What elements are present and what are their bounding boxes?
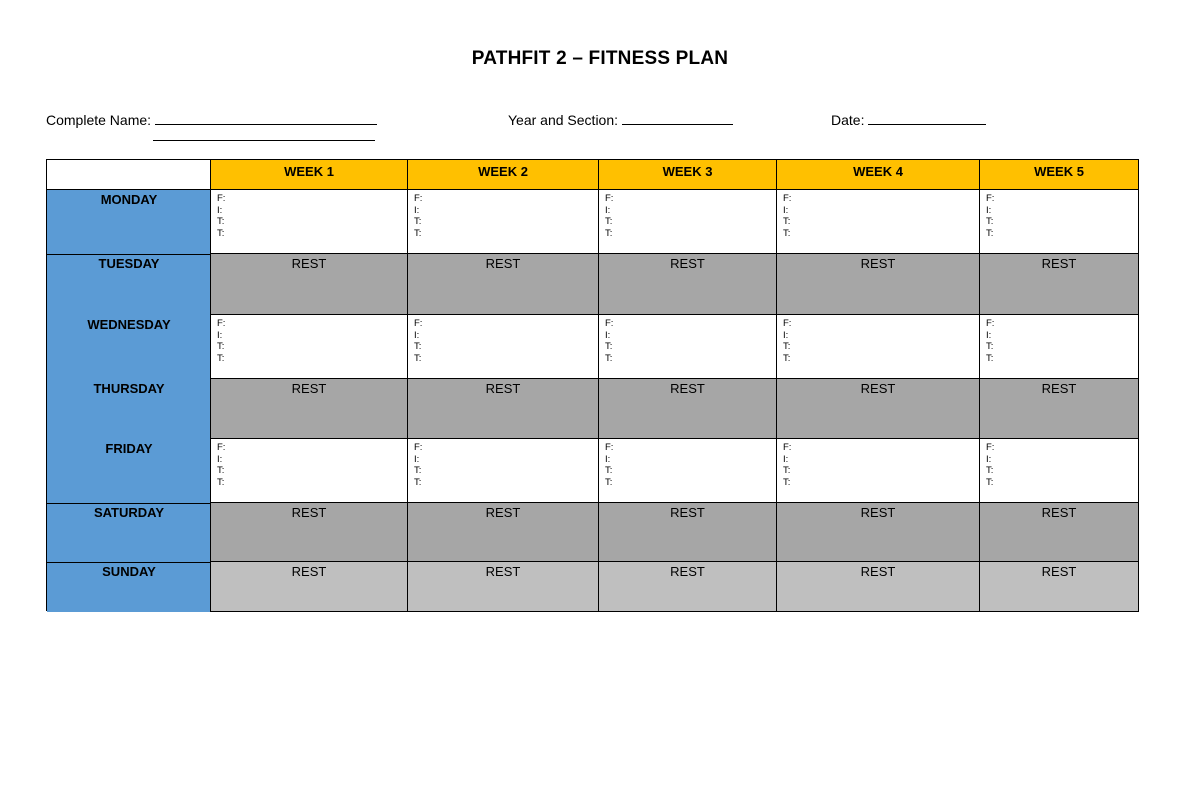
rest-cell-thursday-week-3: REST	[599, 379, 777, 439]
fitt-line-label: T:	[217, 352, 225, 364]
complete-name-field[interactable]	[46, 110, 377, 128]
complete-name-blank[interactable]	[155, 110, 377, 125]
fitt-line-label: T:	[414, 341, 422, 352]
fitt-line-label: I:	[986, 453, 992, 465]
fitt-line-label: T:	[217, 227, 225, 239]
rest-cell-thursday-week-4: REST	[777, 379, 980, 439]
fitt-line-label: F:	[605, 318, 614, 329]
fitt-line-label: F:	[783, 193, 792, 204]
fitt-line-label: T:	[217, 476, 225, 488]
page-title: PATHFIT 2 – FITNESS PLAN	[471, 48, 729, 69]
fitt-line-label: I:	[783, 453, 789, 465]
date-label: Date:	[831, 112, 865, 128]
rest-cell-saturday-week-5: REST	[980, 503, 1139, 562]
activity-cell-monday-week-3[interactable]	[599, 190, 777, 254]
fitt-line-label: T:	[605, 476, 613, 488]
fitt-line-label: I:	[605, 453, 611, 465]
fitt-line-label: T:	[783, 476, 791, 488]
fitt-line-label: T:	[217, 465, 225, 476]
day-separator	[47, 503, 211, 504]
week-header-2: WEEK 2	[408, 160, 599, 190]
activity-cell-friday-week-4[interactable]	[777, 439, 980, 503]
activity-cell-monday-week-1[interactable]	[211, 190, 408, 254]
rest-cell-saturday-week-1: REST	[211, 503, 408, 562]
fitt-line-label: F:	[605, 442, 614, 453]
fitt-line-label: T:	[783, 227, 791, 239]
fitt-line-label: F:	[986, 193, 995, 204]
complete-name-label: Complete Name:	[46, 112, 152, 128]
day-label-thursday: THURSDAY	[93, 381, 165, 396]
fitt-line-label: F:	[217, 193, 226, 204]
day-label-tuesday: TUESDAY	[98, 256, 160, 271]
week-header-3: WEEK 3	[599, 160, 777, 190]
rest-cell-sunday-week-1: REST	[211, 562, 408, 612]
fitness-plan-table	[46, 159, 1139, 611]
activity-cell-monday-week-2[interactable]	[408, 190, 599, 254]
rest-cell-sunday-week-5: REST	[980, 562, 1139, 612]
activity-cell-monday-week-5[interactable]	[980, 190, 1139, 254]
rest-cell-tuesday-week-4: REST	[777, 254, 980, 315]
fitt-line-label: T:	[414, 352, 422, 364]
fitt-line-label: I:	[217, 453, 223, 465]
fitt-line-label: T:	[986, 341, 994, 352]
activity-cell-friday-week-5[interactable]	[980, 439, 1139, 503]
fitt-line-label: F:	[986, 442, 995, 453]
fitt-line-label: I:	[605, 204, 611, 216]
fitt-line-label: I:	[986, 204, 992, 216]
activity-cell-wednesday-week-3[interactable]	[599, 315, 777, 379]
fitt-line-label: T:	[986, 227, 994, 239]
day-separator	[47, 562, 211, 563]
week-header-4: WEEK 4	[777, 160, 980, 190]
day-separator	[47, 254, 211, 255]
table-corner-cell	[47, 160, 211, 190]
fitt-line-label: F:	[414, 318, 423, 329]
fitt-line-label: T:	[783, 341, 791, 352]
rest-cell-saturday-week-2: REST	[408, 503, 599, 562]
rest-cell-saturday-week-4: REST	[777, 503, 980, 562]
year-section-blank[interactable]	[622, 110, 733, 125]
fitt-line-label: T:	[414, 216, 422, 227]
fitt-line-label: F:	[783, 318, 792, 329]
day-label-sunday: SUNDAY	[102, 564, 156, 579]
week-header-5: WEEK 5	[980, 160, 1139, 190]
fitt-line-label: F:	[217, 442, 226, 453]
fitt-line-label: T:	[986, 476, 994, 488]
week-header-1: WEEK 1	[211, 160, 408, 190]
fitt-line-label: I:	[986, 329, 992, 341]
activity-cell-friday-week-2[interactable]	[408, 439, 599, 503]
fitt-line-label: I:	[783, 204, 789, 216]
activity-cell-wednesday-week-1[interactable]	[211, 315, 408, 379]
rest-cell-tuesday-week-1: REST	[211, 254, 408, 315]
rest-cell-sunday-week-3: REST	[599, 562, 777, 612]
year-section-label: Year and Section:	[508, 112, 619, 128]
rest-cell-tuesday-week-3: REST	[599, 254, 777, 315]
day-label-monday: MONDAY	[100, 192, 158, 207]
fitt-line-label: T:	[986, 465, 994, 476]
fitt-line-label: F:	[783, 442, 792, 453]
day-label-wednesday: WEDNESDAY	[87, 317, 171, 332]
fitt-line-label: I:	[783, 329, 789, 341]
fitt-line-label: T:	[217, 216, 225, 227]
complete-name-blank-line-2[interactable]	[153, 140, 375, 141]
fitt-line-label: T:	[986, 216, 994, 227]
fitt-line-label: T:	[414, 227, 422, 239]
rest-cell-thursday-week-1: REST	[211, 379, 408, 439]
fitt-line-label: T:	[217, 341, 225, 352]
fitt-line-label: I:	[414, 204, 420, 216]
fitt-line-label: T:	[605, 352, 613, 364]
rest-cell-sunday-week-2: REST	[408, 562, 599, 612]
fitt-line-label: T:	[605, 216, 613, 227]
year-section-field[interactable]	[508, 110, 733, 128]
activity-cell-friday-week-3[interactable]	[599, 439, 777, 503]
fitt-line-label: T:	[605, 227, 613, 239]
day-label-saturday: SATURDAY	[93, 505, 165, 520]
rest-cell-tuesday-week-5: REST	[980, 254, 1139, 315]
activity-cell-wednesday-week-2[interactable]	[408, 315, 599, 379]
fitt-line-label: F:	[217, 318, 226, 329]
day-label-friday: FRIDAY	[105, 441, 153, 456]
rest-cell-thursday-week-5: REST	[980, 379, 1139, 439]
fitt-line-label: I:	[414, 329, 420, 341]
fitt-line-label: F:	[986, 318, 995, 329]
fitt-line-label: F:	[414, 442, 423, 453]
fitt-line-label: T:	[783, 352, 791, 364]
rest-cell-sunday-week-4: REST	[777, 562, 980, 612]
rest-cell-saturday-week-3: REST	[599, 503, 777, 562]
fitt-line-label: F:	[605, 193, 614, 204]
fitt-line-label: T:	[986, 352, 994, 364]
activity-cell-friday-week-1[interactable]	[211, 439, 408, 503]
fitt-line-label: I:	[217, 204, 223, 216]
rest-cell-thursday-week-2: REST	[408, 379, 599, 439]
activity-cell-monday-week-4[interactable]	[777, 190, 980, 254]
fitt-line-label: T:	[605, 465, 613, 476]
activity-cell-wednesday-week-4[interactable]	[777, 315, 980, 379]
fitt-line-label: I:	[217, 329, 223, 341]
activity-cell-wednesday-week-5[interactable]	[980, 315, 1139, 379]
fitt-line-label: T:	[605, 341, 613, 352]
date-field[interactable]	[831, 110, 986, 128]
fitt-line-label: T:	[414, 465, 422, 476]
fitt-line-label: T:	[783, 465, 791, 476]
fitt-line-label: T:	[414, 476, 422, 488]
rest-cell-tuesday-week-2: REST	[408, 254, 599, 315]
fitt-line-label: I:	[414, 453, 420, 465]
fitt-line-label: F:	[414, 193, 423, 204]
date-blank[interactable]	[868, 110, 986, 125]
fitt-line-label: T:	[783, 216, 791, 227]
fitt-line-label: I:	[605, 329, 611, 341]
